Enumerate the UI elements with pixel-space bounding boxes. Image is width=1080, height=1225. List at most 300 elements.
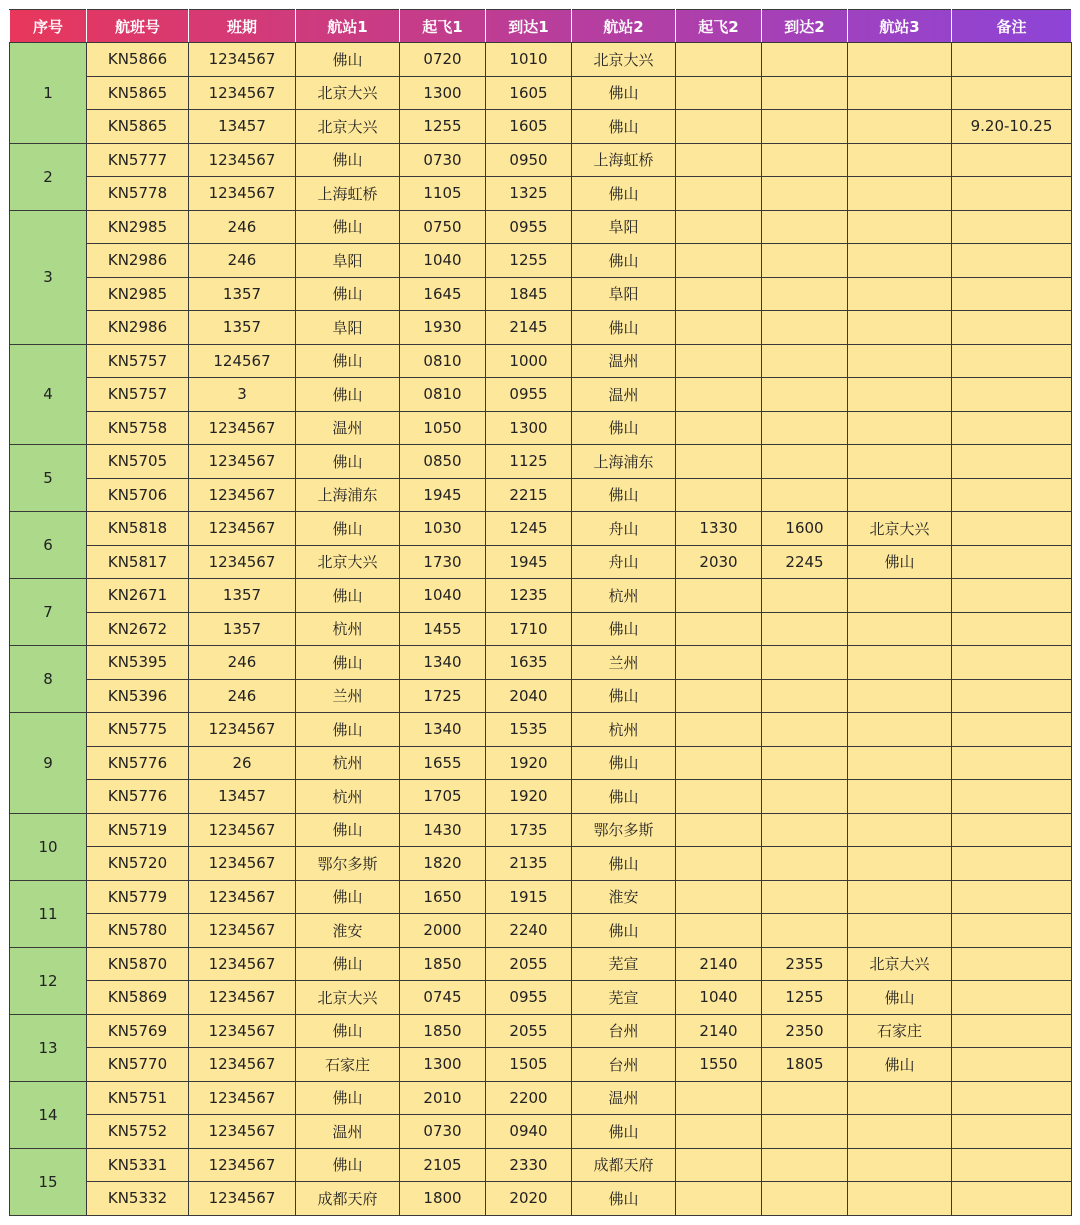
arrival-2-cell — [762, 478, 848, 512]
departure-1-cell: 0810 — [400, 344, 486, 378]
station-3-cell — [848, 880, 952, 914]
flight-number-cell: KN5758 — [87, 411, 189, 445]
departure-1-cell: 1850 — [400, 1014, 486, 1048]
station-1-cell: 佛山 — [296, 344, 400, 378]
remark-cell — [952, 1014, 1072, 1048]
station-3-cell: 石家庄 — [848, 1014, 952, 1048]
arrival-2-cell — [762, 1115, 848, 1149]
station-3-cell — [848, 579, 952, 613]
flight-number-cell: KN5705 — [87, 445, 189, 479]
station-1-cell: 上海浦东 — [296, 478, 400, 512]
departure-2-cell — [676, 110, 762, 144]
departure-2-cell — [676, 43, 762, 77]
departure-1-cell: 0730 — [400, 1115, 486, 1149]
station-2-cell: 芜宣 — [572, 947, 676, 981]
station-1-cell: 佛山 — [296, 1014, 400, 1048]
station-3-cell — [848, 1148, 952, 1182]
station-2-cell: 台州 — [572, 1014, 676, 1048]
schedule-cell: 1234567 — [189, 43, 296, 77]
header-row — [10, 10, 1072, 43]
station-3-cell: 北京大兴 — [848, 947, 952, 981]
station-3-cell — [848, 210, 952, 244]
departure-2-cell — [676, 411, 762, 445]
remark-cell — [952, 813, 1072, 847]
station-3-cell — [848, 143, 952, 177]
departure-1-cell: 1300 — [400, 1048, 486, 1082]
arrival-1-cell: 1125 — [486, 445, 572, 479]
schedule-cell: 1234567 — [189, 1115, 296, 1149]
table-row — [10, 411, 1072, 445]
arrival-2-cell — [762, 378, 848, 412]
arrival-1-cell: 1710 — [486, 612, 572, 646]
flight-number-cell: KN5779 — [87, 880, 189, 914]
arrival-2-cell — [762, 780, 848, 814]
arrival-2-cell — [762, 1182, 848, 1216]
schedule-cell: 1234567 — [189, 143, 296, 177]
departure-2-cell — [676, 76, 762, 110]
departure-1-cell: 0850 — [400, 445, 486, 479]
station-1-cell: 佛山 — [296, 143, 400, 177]
table-row — [10, 981, 1072, 1015]
arrival-1-cell: 0940 — [486, 1115, 572, 1149]
table-row — [10, 1014, 1072, 1048]
departure-2-cell — [676, 344, 762, 378]
arrival-1-cell: 1235 — [486, 579, 572, 613]
remark-cell: 9.20-10.25 — [952, 110, 1072, 144]
station-2-cell: 温州 — [572, 1081, 676, 1115]
table-row — [10, 679, 1072, 713]
station-1-cell: 兰州 — [296, 679, 400, 713]
arrival-1-cell: 2055 — [486, 1014, 572, 1048]
schedule-cell: 246 — [189, 679, 296, 713]
remark-cell — [952, 947, 1072, 981]
station-1-cell: 佛山 — [296, 512, 400, 546]
departure-1-cell: 2105 — [400, 1148, 486, 1182]
remark-cell — [952, 545, 1072, 579]
station-1-cell: 鄂尔多斯 — [296, 847, 400, 881]
flight-schedule-table-container — [9, 9, 1071, 1216]
arrival-2-cell: 2245 — [762, 545, 848, 579]
departure-2-cell: 2030 — [676, 545, 762, 579]
station-1-cell: 佛山 — [296, 210, 400, 244]
departure-1-cell: 1820 — [400, 847, 486, 881]
remark-cell — [952, 210, 1072, 244]
arrival-2-cell: 1805 — [762, 1048, 848, 1082]
arrival-1-cell: 1255 — [486, 244, 572, 278]
schedule-cell: 1234567 — [189, 981, 296, 1015]
departure-1-cell: 1650 — [400, 880, 486, 914]
departure-1-cell: 1645 — [400, 277, 486, 311]
schedule-cell: 1357 — [189, 579, 296, 613]
flight-number-cell: KN5757 — [87, 344, 189, 378]
station-3-cell: 佛山 — [848, 981, 952, 1015]
remark-cell — [952, 277, 1072, 311]
departure-1-cell: 1930 — [400, 311, 486, 345]
flight-number-cell: KN5395 — [87, 646, 189, 680]
departure-2-cell: 2140 — [676, 1014, 762, 1048]
arrival-1-cell: 1535 — [486, 713, 572, 747]
flight-number-cell: KN5780 — [87, 914, 189, 948]
arrival-1-cell: 2330 — [486, 1148, 572, 1182]
station-2-cell: 佛山 — [572, 1115, 676, 1149]
sequence-cell: 13 — [10, 1014, 87, 1081]
remark-cell — [952, 713, 1072, 747]
sequence-cell: 2 — [10, 143, 87, 210]
departure-2-cell — [676, 780, 762, 814]
table-row — [10, 378, 1072, 412]
station-1-cell: 佛山 — [296, 579, 400, 613]
station-2-cell: 佛山 — [572, 177, 676, 211]
arrival-1-cell: 2200 — [486, 1081, 572, 1115]
arrival-2-cell — [762, 880, 848, 914]
arrival-1-cell: 1845 — [486, 277, 572, 311]
departure-1-cell: 1705 — [400, 780, 486, 814]
arrival-1-cell: 2240 — [486, 914, 572, 948]
remark-cell — [952, 1148, 1072, 1182]
arrival-2-cell — [762, 679, 848, 713]
column-header: 航站2 — [572, 10, 676, 43]
station-2-cell: 淮安 — [572, 880, 676, 914]
arrival-2-cell — [762, 746, 848, 780]
departure-1-cell: 2010 — [400, 1081, 486, 1115]
column-header: 到达1 — [486, 10, 572, 43]
sequence-cell: 5 — [10, 445, 87, 512]
station-1-cell: 上海虹桥 — [296, 177, 400, 211]
flight-number-cell: KN5706 — [87, 478, 189, 512]
departure-2-cell — [676, 177, 762, 211]
flight-number-cell: KN5770 — [87, 1048, 189, 1082]
arrival-2-cell — [762, 177, 848, 211]
station-2-cell: 佛山 — [572, 914, 676, 948]
table-row — [10, 612, 1072, 646]
station-3-cell — [848, 378, 952, 412]
departure-2-cell — [676, 612, 762, 646]
departure-1-cell: 1945 — [400, 478, 486, 512]
flight-number-cell: KN5818 — [87, 512, 189, 546]
remark-cell — [952, 646, 1072, 680]
station-1-cell: 佛山 — [296, 646, 400, 680]
arrival-2-cell — [762, 445, 848, 479]
schedule-cell: 3 — [189, 378, 296, 412]
arrival-2-cell — [762, 813, 848, 847]
remark-cell — [952, 612, 1072, 646]
flight-number-cell: KN5719 — [87, 813, 189, 847]
flight-number-cell: KN2672 — [87, 612, 189, 646]
table-row — [10, 43, 1072, 77]
departure-2-cell — [676, 914, 762, 948]
remark-cell — [952, 76, 1072, 110]
arrival-1-cell: 2215 — [486, 478, 572, 512]
station-2-cell: 佛山 — [572, 1182, 676, 1216]
column-header: 航班号 — [87, 10, 189, 43]
table-row — [10, 311, 1072, 345]
departure-1-cell: 1725 — [400, 679, 486, 713]
flight-number-cell: KN2985 — [87, 210, 189, 244]
table-row — [10, 545, 1072, 579]
departure-1-cell: 0750 — [400, 210, 486, 244]
station-2-cell: 佛山 — [572, 76, 676, 110]
schedule-cell: 246 — [189, 646, 296, 680]
departure-2-cell — [676, 277, 762, 311]
departure-1-cell: 1800 — [400, 1182, 486, 1216]
arrival-2-cell: 2355 — [762, 947, 848, 981]
flight-number-cell: KN5751 — [87, 1081, 189, 1115]
station-3-cell — [848, 110, 952, 144]
station-3-cell — [848, 1081, 952, 1115]
remark-cell — [952, 311, 1072, 345]
table-row — [10, 746, 1072, 780]
station-3-cell — [848, 76, 952, 110]
remark-cell — [952, 746, 1072, 780]
flight-number-cell: KN5870 — [87, 947, 189, 981]
flight-number-cell: KN5866 — [87, 43, 189, 77]
column-header: 到达2 — [762, 10, 848, 43]
arrival-2-cell — [762, 612, 848, 646]
flight-number-cell: KN5865 — [87, 76, 189, 110]
station-3-cell — [848, 445, 952, 479]
schedule-cell: 1234567 — [189, 1048, 296, 1082]
flight-number-cell: KN5720 — [87, 847, 189, 881]
column-header: 起飞2 — [676, 10, 762, 43]
schedule-cell: 124567 — [189, 344, 296, 378]
station-3-cell — [848, 612, 952, 646]
departure-2-cell — [676, 880, 762, 914]
departure-1-cell: 1430 — [400, 813, 486, 847]
station-2-cell: 阜阳 — [572, 210, 676, 244]
table-row — [10, 478, 1072, 512]
station-2-cell: 佛山 — [572, 612, 676, 646]
arrival-1-cell: 1945 — [486, 545, 572, 579]
station-3-cell — [848, 244, 952, 278]
schedule-cell: 1234567 — [189, 1148, 296, 1182]
station-2-cell: 上海虹桥 — [572, 143, 676, 177]
arrival-1-cell: 0955 — [486, 981, 572, 1015]
departure-1-cell: 0810 — [400, 378, 486, 412]
remark-cell — [952, 780, 1072, 814]
departure-1-cell: 1105 — [400, 177, 486, 211]
departure-2-cell — [676, 1148, 762, 1182]
departure-2-cell — [676, 1182, 762, 1216]
station-2-cell: 佛山 — [572, 244, 676, 278]
table-row — [10, 1148, 1072, 1182]
departure-1-cell: 1040 — [400, 579, 486, 613]
column-header: 起飞1 — [400, 10, 486, 43]
remark-cell — [952, 1048, 1072, 1082]
station-1-cell: 佛山 — [296, 947, 400, 981]
station-2-cell: 佛山 — [572, 746, 676, 780]
arrival-2-cell — [762, 311, 848, 345]
departure-2-cell: 2140 — [676, 947, 762, 981]
flight-number-cell: KN5865 — [87, 110, 189, 144]
arrival-1-cell: 1245 — [486, 512, 572, 546]
station-2-cell: 上海浦东 — [572, 445, 676, 479]
flight-number-cell: KN5869 — [87, 981, 189, 1015]
table-row — [10, 143, 1072, 177]
remark-cell — [952, 344, 1072, 378]
schedule-cell: 1234567 — [189, 1014, 296, 1048]
flight-number-cell: KN5777 — [87, 143, 189, 177]
remark-cell — [952, 679, 1072, 713]
arrival-2-cell — [762, 579, 848, 613]
departure-1-cell: 1040 — [400, 244, 486, 278]
station-2-cell: 杭州 — [572, 713, 676, 747]
station-1-cell: 北京大兴 — [296, 981, 400, 1015]
departure-1-cell: 1340 — [400, 646, 486, 680]
table-row — [10, 847, 1072, 881]
arrival-2-cell: 1255 — [762, 981, 848, 1015]
station-3-cell — [848, 847, 952, 881]
schedule-cell: 1234567 — [189, 1182, 296, 1216]
schedule-cell: 1234567 — [189, 411, 296, 445]
arrival-2-cell — [762, 914, 848, 948]
station-1-cell: 阜阳 — [296, 311, 400, 345]
station-1-cell: 北京大兴 — [296, 545, 400, 579]
arrival-1-cell: 1920 — [486, 746, 572, 780]
station-2-cell: 成都天府 — [572, 1148, 676, 1182]
schedule-cell: 1234567 — [189, 1081, 296, 1115]
arrival-1-cell: 0950 — [486, 143, 572, 177]
flight-number-cell: KN5817 — [87, 545, 189, 579]
sequence-cell: 12 — [10, 947, 87, 1014]
remark-cell — [952, 579, 1072, 613]
remark-cell — [952, 177, 1072, 211]
table-row — [10, 210, 1072, 244]
station-1-cell: 北京大兴 — [296, 110, 400, 144]
arrival-2-cell — [762, 344, 848, 378]
sequence-cell: 11 — [10, 880, 87, 947]
station-2-cell: 舟山 — [572, 512, 676, 546]
flight-number-cell: KN2986 — [87, 244, 189, 278]
station-2-cell: 佛山 — [572, 679, 676, 713]
departure-2-cell — [676, 713, 762, 747]
station-3-cell — [848, 1115, 952, 1149]
station-3-cell — [848, 646, 952, 680]
arrival-1-cell: 1325 — [486, 177, 572, 211]
remark-cell — [952, 914, 1072, 948]
flight-number-cell: KN5776 — [87, 780, 189, 814]
arrival-1-cell: 1635 — [486, 646, 572, 680]
table-row — [10, 1115, 1072, 1149]
remark-cell — [952, 43, 1072, 77]
arrival-2-cell — [762, 1081, 848, 1115]
sequence-cell: 6 — [10, 512, 87, 579]
arrival-1-cell: 1605 — [486, 76, 572, 110]
station-1-cell: 佛山 — [296, 378, 400, 412]
schedule-cell: 13457 — [189, 110, 296, 144]
departure-2-cell — [676, 847, 762, 881]
arrival-1-cell: 1735 — [486, 813, 572, 847]
schedule-cell: 1234567 — [189, 947, 296, 981]
schedule-cell: 246 — [189, 210, 296, 244]
arrival-2-cell — [762, 143, 848, 177]
table-row — [10, 445, 1072, 479]
departure-1-cell: 1340 — [400, 713, 486, 747]
station-1-cell: 杭州 — [296, 780, 400, 814]
departure-1-cell: 1655 — [400, 746, 486, 780]
arrival-1-cell: 2020 — [486, 1182, 572, 1216]
remark-cell — [952, 1115, 1072, 1149]
departure-2-cell — [676, 378, 762, 412]
station-3-cell — [848, 679, 952, 713]
sequence-cell: 8 — [10, 646, 87, 713]
schedule-cell: 1234567 — [189, 914, 296, 948]
station-2-cell: 杭州 — [572, 579, 676, 613]
departure-2-cell — [676, 143, 762, 177]
sequence-cell: 1 — [10, 43, 87, 144]
station-1-cell: 佛山 — [296, 1081, 400, 1115]
departure-2-cell — [676, 210, 762, 244]
schedule-cell: 1234567 — [189, 512, 296, 546]
schedule-cell: 246 — [189, 244, 296, 278]
station-1-cell: 淮安 — [296, 914, 400, 948]
arrival-1-cell: 0955 — [486, 210, 572, 244]
flight-number-cell: KN5752 — [87, 1115, 189, 1149]
station-3-cell — [848, 1182, 952, 1216]
station-1-cell: 北京大兴 — [296, 76, 400, 110]
table-row — [10, 110, 1072, 144]
arrival-1-cell: 1010 — [486, 43, 572, 77]
departure-2-cell — [676, 813, 762, 847]
arrival-2-cell — [762, 244, 848, 278]
station-1-cell: 佛山 — [296, 880, 400, 914]
arrival-1-cell: 1505 — [486, 1048, 572, 1082]
station-1-cell: 佛山 — [296, 713, 400, 747]
table-row — [10, 1081, 1072, 1115]
remark-cell — [952, 847, 1072, 881]
station-1-cell: 温州 — [296, 1115, 400, 1149]
station-2-cell: 兰州 — [572, 646, 676, 680]
departure-2-cell — [676, 1081, 762, 1115]
schedule-cell: 1357 — [189, 311, 296, 345]
arrival-2-cell — [762, 646, 848, 680]
station-3-cell — [848, 277, 952, 311]
flight-number-cell: KN5757 — [87, 378, 189, 412]
remark-cell — [952, 445, 1072, 479]
remark-cell — [952, 1081, 1072, 1115]
table-row — [10, 914, 1072, 948]
schedule-cell: 1234567 — [189, 478, 296, 512]
station-1-cell: 杭州 — [296, 746, 400, 780]
arrival-2-cell — [762, 43, 848, 77]
arrival-2-cell: 1600 — [762, 512, 848, 546]
arrival-1-cell: 1605 — [486, 110, 572, 144]
remark-cell — [952, 244, 1072, 278]
station-3-cell — [848, 478, 952, 512]
departure-1-cell: 1455 — [400, 612, 486, 646]
arrival-1-cell: 2040 — [486, 679, 572, 713]
table-row — [10, 713, 1072, 747]
station-3-cell — [848, 344, 952, 378]
table-row — [10, 277, 1072, 311]
departure-1-cell: 0730 — [400, 143, 486, 177]
station-2-cell: 芜宣 — [572, 981, 676, 1015]
departure-1-cell: 1300 — [400, 76, 486, 110]
arrival-1-cell: 1915 — [486, 880, 572, 914]
departure-1-cell: 0745 — [400, 981, 486, 1015]
schedule-cell: 1234567 — [189, 880, 296, 914]
table-row — [10, 880, 1072, 914]
flight-number-cell: KN5776 — [87, 746, 189, 780]
station-3-cell — [848, 746, 952, 780]
station-1-cell: 成都天府 — [296, 1182, 400, 1216]
table-row — [10, 512, 1072, 546]
station-3-cell — [848, 177, 952, 211]
sequence-cell: 3 — [10, 210, 87, 344]
arrival-2-cell — [762, 210, 848, 244]
sequence-cell: 4 — [10, 344, 87, 445]
table-row — [10, 1048, 1072, 1082]
schedule-cell: 1234567 — [189, 177, 296, 211]
